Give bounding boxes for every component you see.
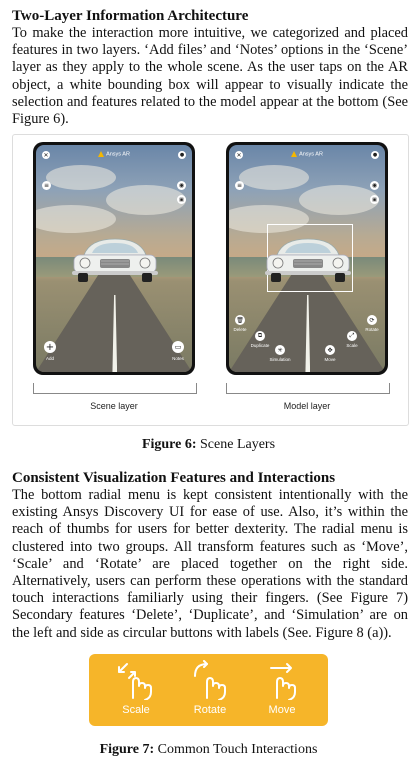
- figure-7-caption: Figure 7: Common Touch Interactions: [99, 742, 318, 757]
- ar-camera-view: [229, 145, 385, 372]
- delete-button[interactable]: 🗑: [236, 316, 244, 324]
- menu-icon[interactable]: ≡: [43, 182, 50, 189]
- app-title: Ansys AR: [229, 151, 385, 157]
- menu-icon[interactable]: ≡: [236, 182, 243, 189]
- figure-7-touch-interactions: [89, 654, 328, 726]
- car-model[interactable]: [70, 233, 160, 283]
- rotate-gesture-label: Rotate: [193, 704, 227, 716]
- rotate-label: Rotate: [365, 327, 379, 332]
- account-icon[interactable]: ●: [372, 152, 378, 158]
- gesture-rotate: [185, 660, 235, 716]
- delete-label: Delete: [233, 327, 247, 332]
- section-heading-two-layer: Two-Layer Information Architecture: [12, 8, 249, 24]
- section-paragraph-two-layer: To make the interaction more intuitive, we categorized and placed features in two layers. ‘Add files’ and ‘Notes’ options in the ‘Scene’ layer as they apply to the whole scene. As the user taps on the AR object, a white bounding box will appear to visually indicate the selection and features related to the model appear at the bottom (See Figure 6).: [12, 25, 408, 128]
- ansys-logo-icon: [291, 151, 297, 157]
- add-label: Add: [45, 356, 54, 361]
- notes-button[interactable]: ▭: [172, 341, 184, 353]
- duplicate-button[interactable]: ⧉: [255, 331, 265, 341]
- move-button[interactable]: ✥: [325, 345, 335, 355]
- scale-label: Scale: [346, 343, 358, 348]
- section-heading-consistent: Consistent Visualization Features and Interactions: [12, 470, 336, 486]
- add-button[interactable]: +: [45, 341, 55, 353]
- bracket-model: [226, 383, 390, 394]
- rotate-button[interactable]: ⟳: [367, 315, 377, 325]
- move-label: Move: [324, 357, 336, 362]
- target-icon[interactable]: ◉: [371, 182, 378, 189]
- close-icon[interactable]: ✕: [236, 151, 242, 159]
- bracket-scene: [33, 383, 197, 394]
- camera-icon[interactable]: ▣: [370, 195, 379, 204]
- notes-label: Notes: [172, 356, 184, 361]
- ansys-logo-icon: [98, 151, 104, 157]
- phone-model-layer: [226, 142, 388, 375]
- section-paragraph-consistent: The bottom radial menu is kept consistent intentionally with the existing Ansys Discovery UI for ease of use. Also, it’s within the reach of thumbs for users for better dexterity. The radial menu is clustered into two groups. All transform features such as ‘Move’, ‘Scale’ and ‘Rotate’ are placed together on the right side. Alternatively, users can perform these operations with the standard touch interactions familiarly using their fingers. (See Figure 7) Secondary features ‘Delete’, ‘Duplicate’, and ‘Simulation’ are on the left and side as circular buttons with labels (See. Figure 8 (a)).: [12, 487, 408, 641]
- simulation-button[interactable]: ✳: [275, 345, 285, 355]
- scene-layer-label: Scene layer: [90, 401, 138, 411]
- close-icon[interactable]: ✕: [43, 151, 49, 159]
- account-icon[interactable]: ●: [179, 152, 185, 158]
- drag-move-icon: [261, 660, 303, 700]
- camera-icon[interactable]: ▣: [177, 195, 186, 204]
- scale-gesture-label: Scale: [122, 704, 150, 716]
- simulation-label: Simulation: [269, 357, 291, 362]
- move-gesture-label: Move: [268, 704, 296, 716]
- app-title: Ansys AR: [36, 151, 192, 157]
- figure-6-caption: Figure 6: Scene Layers: [141, 437, 276, 452]
- car-model[interactable]: [263, 233, 353, 283]
- rotate-gesture-icon: [189, 660, 231, 700]
- ar-camera-view: [36, 145, 192, 372]
- phone-scene-layer: [33, 142, 195, 375]
- duplicate-label: Duplicate: [250, 343, 270, 348]
- model-layer-label: Model layer: [283, 401, 331, 411]
- gesture-scale: [111, 660, 161, 716]
- scale-button[interactable]: ⤢: [347, 331, 357, 341]
- figure-6-scene-layers: [12, 134, 409, 426]
- pinch-scale-icon: [115, 660, 157, 700]
- target-icon[interactable]: ◉: [178, 182, 185, 189]
- gesture-move: [257, 660, 307, 716]
